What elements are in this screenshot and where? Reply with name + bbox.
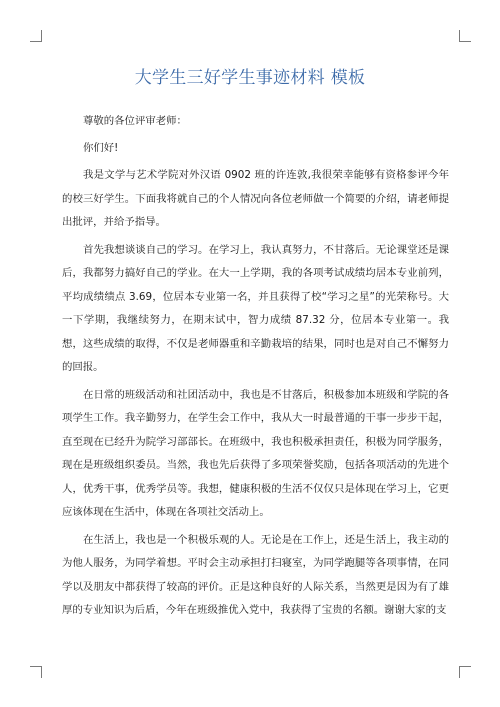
greeting: 你们好! [83, 141, 119, 154]
paragraph-introduction: 我是文学与艺术学院对外汉语 0902 班的许连敦,我很荣幸能够有资格参评今年的校三好学生。下面我将就自己的个人情况向各位老师做一个简要的介绍，请老师提出批评，并给予指导。 [62, 169, 449, 228]
document-body [62, 110, 449, 623]
salutation: 尊敬的各位评审老师： [83, 115, 187, 127]
paragraph-activities: 在日常的班级活动和社团活动中，我也是不甘落后，积极参加本班级和学院的各项学生工作。我辛勤努力，在学生会工作中，我从大一时最普通的干事一步步干起，直至现在已经升为院学习部部长。在班级中，我也积极承担责任，积极为同学服务，现在是班级组织委员。当然，我也先后获得了多项荣誉奖励，包括各项活动的先进个人，优秀干事，优秀学员等。我想，健康积极的生活不仅仅只是体现在学习上，它更应该体现在生活中，体现在各项社交活动上。 [62, 388, 449, 518]
crop-mark-bottom-left [30, 666, 42, 678]
crop-mark-top-left [30, 30, 42, 42]
crop-mark-top-right [459, 30, 471, 42]
document-title: 大学生三好学生事迹材料 模板 [134, 68, 366, 88]
paragraph-life: 在生活上，我也是一个积极乐观的人。无论是在工作上，还是生活上，我主动的为他人服务，为同学着想。平时会主动承担打扫寝室，为同学跑腿等各项事情，在同学以及朋友中都获得了较高的评价。正是这种良好的人际关系，当然更是因为有了雄厚的专业知识为后盾，今年在班级推优入党中，我获得了宝贵的名额。谢谢大家的支 [62, 533, 449, 616]
crop-mark-bottom-right [459, 666, 471, 678]
paragraph-study: 首先我想谈谈自己的学习。在学习上，我认真努力，不甘落后。无论课堂还是课后，我都努力搞好自己的学业。在大一上学期，我的各项考试成绩均居本专业前列，平均成绩绩点 3.69，位居本专业第一名，并且获得了校“学习之星”的光荣称号。大一下学期，我继续努力，在期末试中，智力成绩 87.32 分，位居本专业第一。我想，这些成绩的取得，不仅是老师器重和辛勤栽培的结果，同时也是对自己不懈努力的回报。 [62, 243, 449, 373]
